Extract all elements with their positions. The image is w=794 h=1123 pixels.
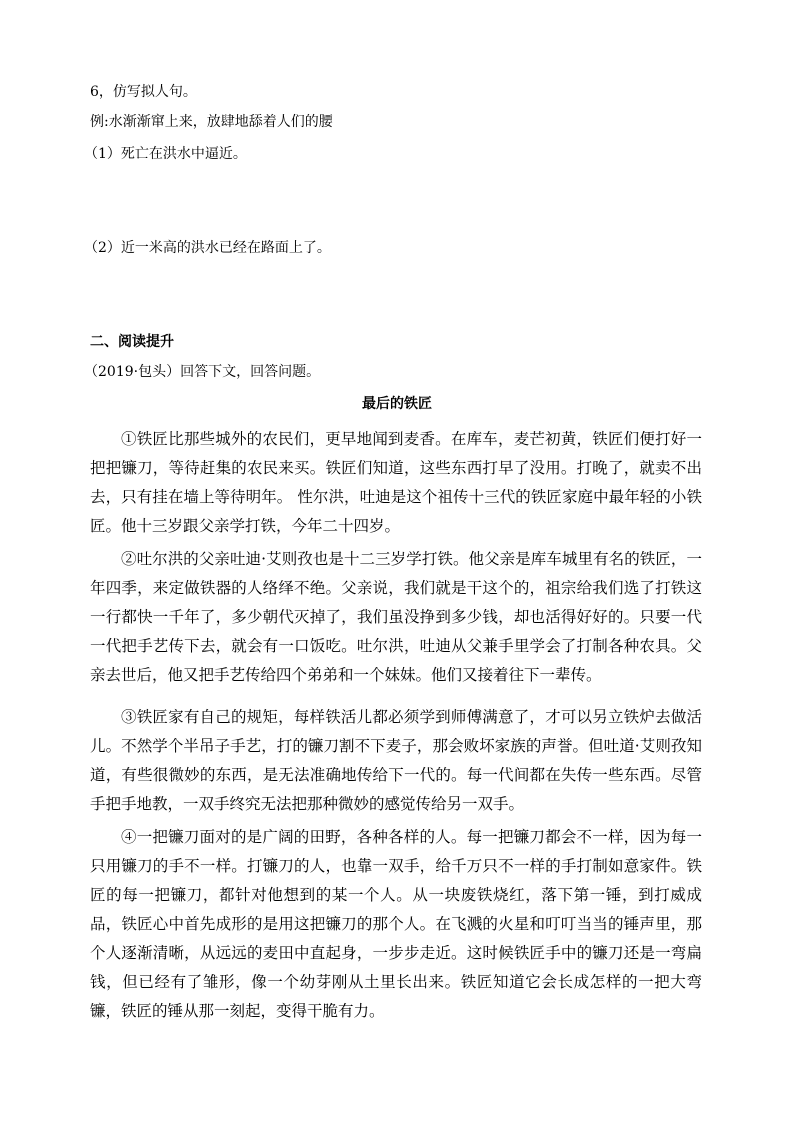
example-sentence: 例:水渐渐窜上来，放肆地舔着人们的腰 [90, 114, 333, 130]
article-paragraph-4: ④一把镰刀面对的是广阔的田野，各种各样的人。每一把镰刀都会不一样，因为每一只用镰刀的手不一样。打镰刀的人，也靠一双手，给千万只不一样的手打制如意家件。铁匠的每一把镰刀，都针对他想到的某一个人。从一块废铁烧红，落下第一锤，到打威成品，铁匠心中首先成形的是用这把镰刀的那个人。在飞溅的火星和叮叮当当的锤声里，那个人逐渐清晰，从远远的麦田中直起身，一步步走近。这时候铁匠手中的镰刀还是一弯扁钱，但已经有了雏形，像一个幼芽刚从土里长出来。铁匠知道它会长成怎样的一把大弯镰，铁匠的锤从那一刻起，变得干脆有力。 [90, 828, 702, 1020]
article-title: 最后的铁匠 [362, 396, 432, 412]
article-paragraph-3: ③铁匠家有自己的规矩，每样铁活儿都必须学到师傅满意了，才可以另立铁炉去做活儿。不然学个半吊子手艺，打的镰刀割不下麦子，那会败坏家族的声誉。但吐道·艾则孜知道，有些很微妙的东西，是无法准确地传给下一代的。每一代间都在失传一些东西。尽管手把手地教，一双手终究无法把那种微妙的感觉传给另一双手。 [90, 708, 702, 813]
article-paragraph-2: ②吐尔洪的父亲吐迪·艾则孜也是十二三岁学打铁。他父亲是库车城里有名的铁匠，一年四季，来定做铁器的人络绎不绝。父亲说，我们就是干这个的，祖宗给我们选了打铁这一行都快一千年了，多少朝代灭掉了，我们虽没挣到多少钱，却也活得好好的。只要一代一代把手艺传下去，就会有一口饭吃。吐尔洪，吐迪从父兼手里学会了打制各种农具。父亲去世后，他又把手艺传给四个弟弟和一个妹妹。他们又接着往下一辈传。 [90, 550, 702, 684]
exercise-item-2: （2）近一米高的洪水已经在路面上了。 [84, 240, 331, 256]
section-heading: 二、阅读提升 [90, 334, 174, 350]
exercise-heading: 6，仿写拟人句。 [90, 84, 197, 100]
source-note: （2019·包头）回答下文，回答问题。 [84, 364, 321, 380]
exercise-item-1: （1）死亡在洪水中逼近。 [84, 146, 247, 162]
article-paragraph-1: ①铁匠比那些城外的农民们，更早地闻到麦香。在库车，麦芒初黄，铁匠们便打好一把把镰刀，等待赶集的农民来买。铁匠们知道，这些东西打早了没用。打晚了，就卖不出去，只有挂在墙上等待明年。 性尔洪，吐迪是这个祖传十三代的铁匠家庭中最年轻的小铁匠。他十三岁跟父亲学打铁，今年二十四岁。 [90, 430, 702, 535]
